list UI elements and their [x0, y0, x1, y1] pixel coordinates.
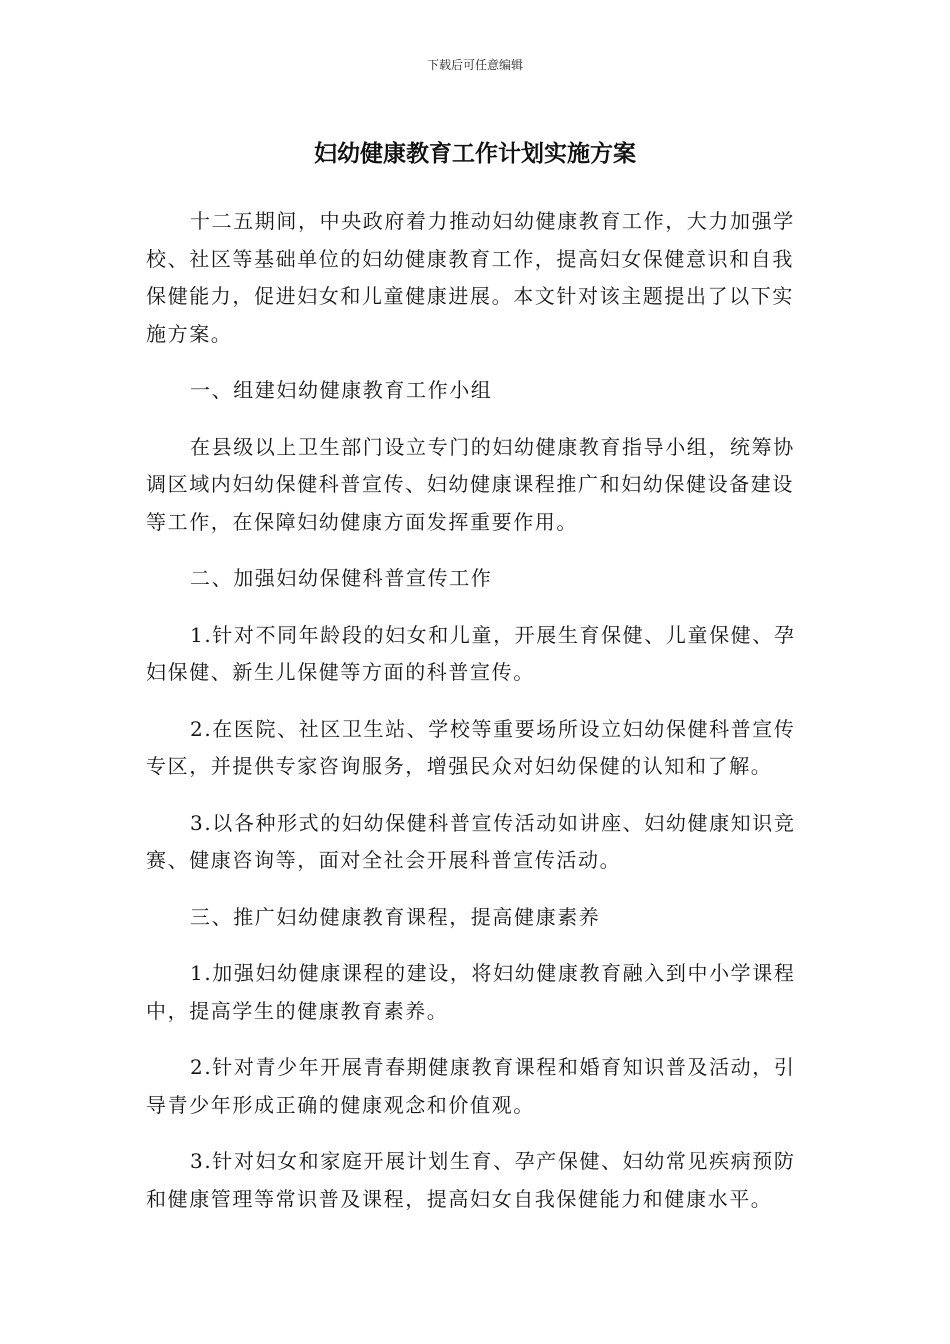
section-3-item-3: 3.针对妇女和家庭开展计划生育、孕产保健、妇幼常见疾病预防和健康管理等常识普及课程，提高妇女自我保健能力和健康水平。 [146, 1149, 796, 1211]
section-heading-1: 一、组建妇幼健康教育工作小组 [190, 378, 493, 402]
header-note: 下载后可任意编辑 [426, 58, 523, 72]
document-body [146, 203, 806, 1237]
section-3-item-2: 2.针对青少年开展青春期健康教育课程和婚育知识普及活动，引导青少年形成正确的健康观念和价值观。 [146, 1055, 796, 1117]
section-heading-2: 二、加强妇幼保健科普宣传工作 [190, 566, 493, 590]
section-1-paragraph: 在县级以上卫生部门设立专门的妇幼健康教育指导小组，统筹协调区域内妇幼保健科普宣传、妇幼健康课程推广和妇幼保健设备建设等工作，在保障妇幼健康方面发挥重要作用。 [146, 434, 795, 534]
section-heading-3: 三、推广妇幼健康教育课程，提高健康素养 [190, 904, 601, 929]
section-2-item-2: 2.在医院、社区卫生站、学校等重要场所设立妇幼保健科普宣传专区，并提供专家咨询服务，增强民众对妇幼保健的认知和了解。 [146, 716, 796, 778]
intro-paragraph: 十二五期间，中央政府着力推动妇幼健康教育工作，大力加强学校、社区等基础单位的妇幼健康教育工作，提高妇女保健意识和自我保健能力，促进妇女和儿童健康进展。本文针对该主题提出了以下实施方案。 [146, 209, 795, 346]
document-title: 妇幼健康教育工作计划实施方案 [314, 141, 636, 167]
section-3-item-1: 1.加强妇幼健康课程的建设，将妇幼健康教育融入到中小学课程中，提高学生的健康教育素养。 [146, 961, 796, 1023]
section-2-item-1: 1.针对不同年龄段的妇女和儿童，开展生育保健、儿童保健、孕妇保健、新生儿保健等方面的科普宣传。 [146, 622, 796, 684]
section-2-item-3: 3.以各种形式的妇幼保健科普宣传活动如讲座、妇幼健康知识竞赛、健康咨询等，面对全社会开展科普宣传活动。 [146, 810, 796, 872]
